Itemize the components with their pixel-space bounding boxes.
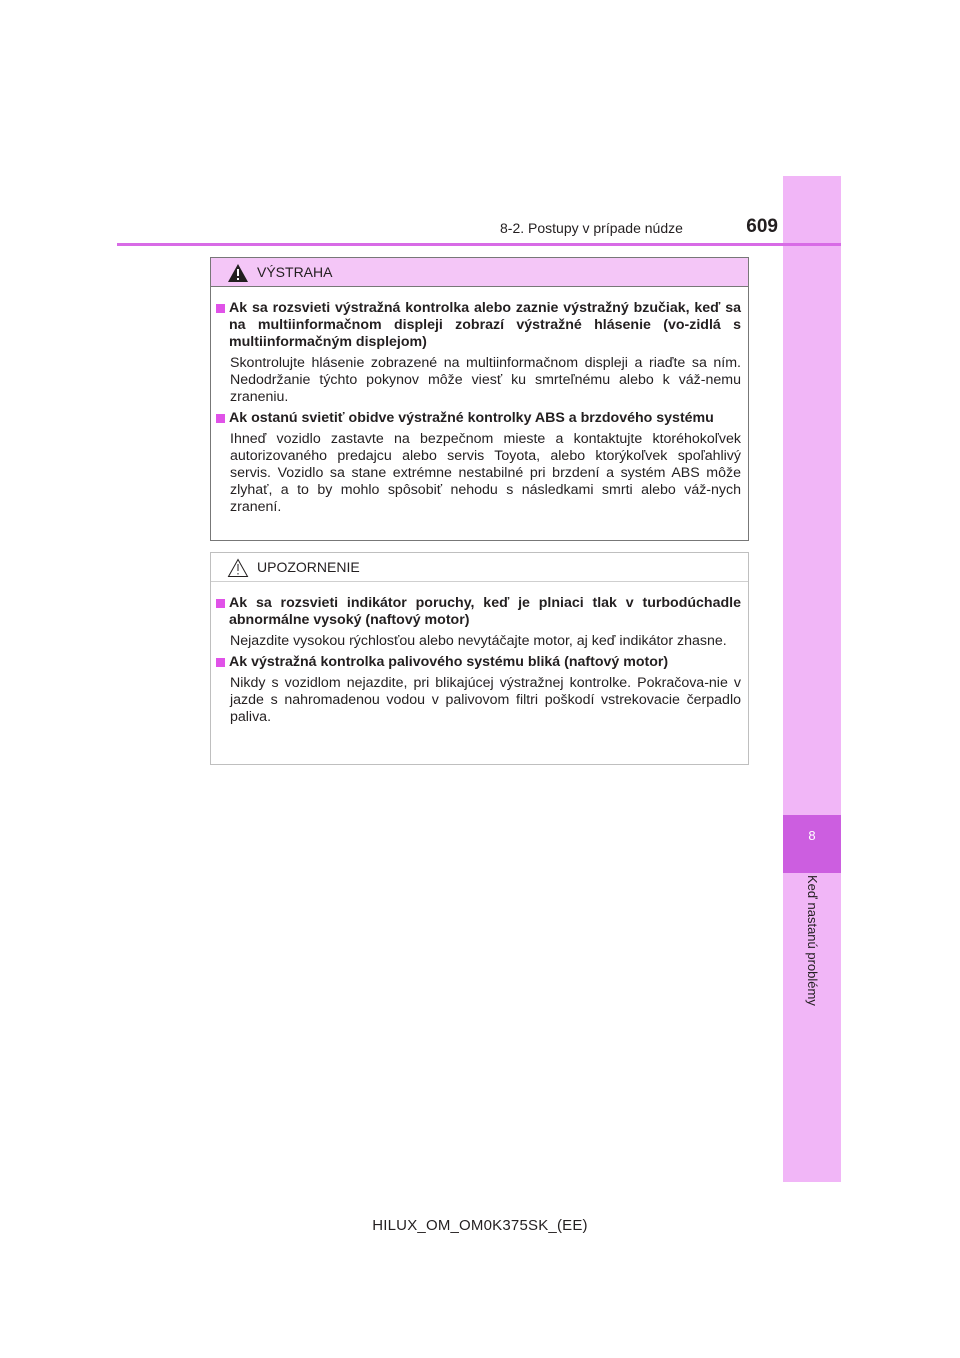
square-bullet-icon [216, 599, 225, 608]
caution-item-text: Nikdy s vozidlom nejazdite, pri blikajúcej výstražnej kontrolke. Pokračova-nie v jazde s nahromadenou vodou v palivovom filtri poškodí vstrekovacie čerpadlo paliva. [230, 675, 741, 725]
warning-label: VÝSTRAHA [257, 264, 333, 280]
chapter-title: Keď nastanú problémy [805, 875, 820, 1006]
caution-item-title: Ak výstražná kontrolka palivového systému bliká (naftový motor) [216, 654, 741, 671]
chapter-number: 8 [808, 828, 816, 843]
square-bullet-icon [216, 414, 225, 423]
page-number: 609 [746, 216, 778, 237]
warning-item-text: Ihneď vozidlo zastavte na bezpečnom mieste a kontaktujte ktoréhokoľvek autorizovaného predajcu alebo servis Toyota, alebo ktorýkoľvek spoľahlivý servis. Vozidlo sa stane extrémne nestabilné pri brzdení a systém ABS môže zlyhať, a to by mohlo spôsobiť nehodu s následkami smrti alebo váž-nych zranení. [230, 431, 741, 515]
warning-header [211, 258, 748, 287]
warning-item-title: Ak ostanú svietiť obidve výstražné kontrolky ABS a brzdového systému [216, 410, 741, 427]
caution-triangle-icon [227, 558, 249, 578]
warning-triangle-icon [227, 263, 249, 283]
warning-item-text: Skontrolujte hlásenie zobrazené na multiinformačnom displeji a riaďte sa ním. Nedodržanie týchto pokynov môže viesť ku smrteľnému alebo k váž-nemu zraneniu. [230, 355, 741, 405]
caution-box [210, 552, 749, 765]
chapter-side-tab [783, 176, 841, 1182]
warning-item-title: Ak sa rozsvieti výstražná kontrolka alebo zaznie výstražný bzučiak, keď sa na multiinformačnom displeji zobrazí výstražné hlásenie (vo-zidlá s multiinformačným displejom) [216, 300, 741, 351]
warning-box [210, 257, 749, 541]
chapter-number-tab [783, 815, 841, 873]
caution-item-title: Ak sa rozsvieti indikátor poruchy, keď je plniaci tlak v turbodúchadle abnormálne vysoký (naftový motor) [216, 595, 741, 629]
caution-item-text: Nejazdite vysokou rýchlosťou alebo nevytáčajte motor, aj keď indikátor zhasne. [230, 633, 727, 649]
caution-label: UPOZORNENIE [257, 559, 360, 575]
caution-header [211, 553, 748, 582]
square-bullet-icon [216, 304, 225, 313]
section-title: 8-2. Postupy v prípade núdze [500, 220, 683, 236]
document-code: HILUX_OM_OM0K375SK_(EE) [372, 1217, 588, 1234]
header-rule [117, 243, 841, 246]
square-bullet-icon [216, 658, 225, 667]
